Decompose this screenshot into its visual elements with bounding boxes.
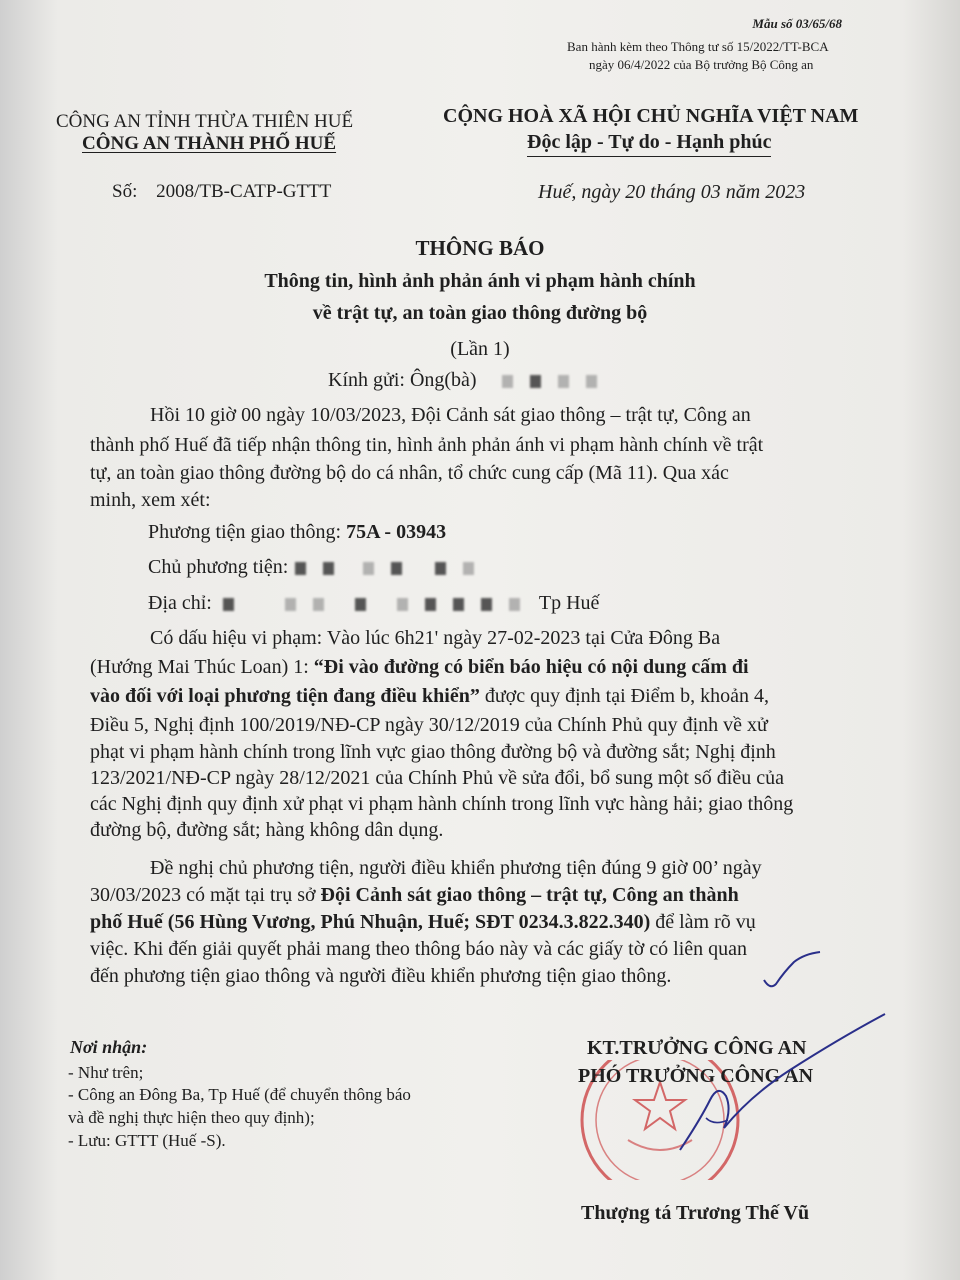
pen-tick-mark xyxy=(760,950,830,995)
vehicle-field xyxy=(148,521,446,544)
redacted-address xyxy=(481,598,492,611)
redacted-owner xyxy=(295,562,306,575)
signatory-role-line2: PHÓ TRƯỞNG CÔNG AN xyxy=(578,1065,814,1087)
address-city: Tp Huế xyxy=(538,592,600,614)
vehicle-label: Phương tiện giao thông: xyxy=(148,521,342,543)
form-issued-line1: Ban hành kèm theo Thông tư số 15/2022/TT-BCA xyxy=(567,39,829,54)
redacted-address xyxy=(397,598,408,611)
redacted-address xyxy=(223,598,234,611)
owner-label: Chủ phương tiện: xyxy=(148,556,289,578)
greeting xyxy=(328,369,603,392)
para2-text: được quy định tại Điểm b, khoản 4, xyxy=(479,685,769,707)
place-date: Huế, ngày 20 tháng 03 năm 2023 xyxy=(538,181,806,203)
para2-line xyxy=(90,656,749,679)
para3-line xyxy=(90,884,739,907)
document-number-label: Số: xyxy=(112,181,138,202)
recipient-item: và đề nghị thực hiện theo quy định); xyxy=(68,1108,315,1127)
redacted-owner xyxy=(463,562,474,575)
redacted-owner xyxy=(323,562,334,575)
para1-line: thành phố Huế đã tiếp nhận thông tin, hình ảnh phản ánh vi phạm hành chính về trật xyxy=(90,434,764,456)
para2-line: 123/2021/NĐ-CP ngày 28/12/2021 của Chính Phủ về sửa đổi, bổ sung một số điều của xyxy=(90,767,784,789)
para2-line: các Nghị định quy định xử phạt vi phạm hành chính trong lĩnh vực hàng hải; giao thông xyxy=(90,793,794,815)
para3-line xyxy=(90,911,756,934)
signatory-role-line1: KT.TRƯỞNG CÔNG AN xyxy=(587,1037,807,1059)
redacted-name xyxy=(502,375,513,388)
redacted-owner xyxy=(391,562,402,575)
recipient-item: - Công an Đông Ba, Tp Huế (để chuyển thông báo xyxy=(68,1085,411,1104)
redacted-name xyxy=(530,375,541,388)
document-title: THÔNG BÁO xyxy=(415,236,545,260)
para2-line: Có dấu hiệu vi phạm: Vào lúc 6h21' ngày 27-02-2023 tại Cửa Đông Ba xyxy=(150,627,721,649)
redacted-address xyxy=(285,598,296,611)
para3-text: để làm rõ vụ xyxy=(650,911,756,933)
para1-line: tự, an toàn giao thông đường bộ do cá nhân, tổ chức cung cấp (Mã 11). Qua xác xyxy=(90,462,729,484)
redacted-name xyxy=(586,375,597,388)
redacted-address xyxy=(453,598,464,611)
recipient-item: - Lưu: GTTT (Huế -S). xyxy=(68,1131,226,1150)
para2-line: đường bộ, đường sắt; hàng không dân dụng. xyxy=(90,819,444,841)
para1-line: minh, xem xét: xyxy=(90,489,211,511)
form-number: Mẫu số 03/65/68 xyxy=(752,16,842,31)
notice-count: (Lần 1) xyxy=(450,338,510,360)
recipient-item: - Như trên; xyxy=(68,1063,144,1082)
document-subtitle-line2: về trật tự, an toàn giao thông đường bộ xyxy=(312,302,648,324)
redacted-owner xyxy=(363,562,374,575)
recipients-label: Nơi nhận: xyxy=(70,1037,148,1057)
signer-name: Thượng tá Trương Thế Vũ xyxy=(581,1202,810,1224)
office-address: phố Huế (56 Hùng Vương, Phú Nhuận, Huế; SĐT 0234.3.822.340) xyxy=(90,911,651,933)
redacted-address xyxy=(509,598,520,611)
redacted-address xyxy=(313,598,324,611)
document-number-value: 2008/TB-CATP-GTTT xyxy=(156,181,332,202)
address-field xyxy=(148,592,599,615)
para2-line: phạt vi phạm hành chính trong lĩnh vực giao thông đường bộ và đường sắt; Nghị định xyxy=(90,741,776,763)
violation-quote: vào đối với loại phương tiện đang điều khiển” xyxy=(90,685,480,707)
greeting-text: Kính gửi: Ông(bà) xyxy=(328,369,477,391)
redacted-address xyxy=(355,598,366,611)
para3-line: Đề nghị chủ phương tiện, người điều khiển phương tiện đúng 9 giờ 00’ ngày xyxy=(150,857,762,879)
redacted-owner xyxy=(435,562,446,575)
org-name xyxy=(82,133,336,155)
para1-line: Hồi 10 giờ 00 ngày 10/03/2023, Đội Cảnh sát giao thông – trật tự, Công an xyxy=(150,404,751,426)
org-parent: CÔNG AN TỈNH THỪA THIÊN HUẾ xyxy=(56,111,354,132)
para2-text: (Hướng Mai Thúc Loan) 1: xyxy=(90,656,314,678)
org-name-text: CÔNG AN THÀNH PHỐ HUẾ xyxy=(82,133,337,154)
national-motto: Độc lập - Tự do - Hạnh phúc xyxy=(527,131,771,157)
office-name: Đội Cảnh sát giao thông – trật tự, Công an thành xyxy=(320,884,739,906)
redacted-address xyxy=(425,598,436,611)
para3-line: đến phương tiện giao thông và người điều khiển phương tiện giao thông. xyxy=(90,965,672,987)
owner-field xyxy=(148,556,480,579)
redacted-name xyxy=(558,375,569,388)
para2-line xyxy=(90,685,769,708)
para3-line: việc. Khi đến giải quyết phải mang theo thông báo này và các giấy tờ có liên quan xyxy=(90,938,748,960)
form-issued-note xyxy=(567,38,897,74)
nation-title: CỘNG HOÀ XÃ HỘI CHỦ NGHĨA VIỆT NAM xyxy=(443,105,859,127)
document-subtitle-line1: Thông tin, hình ảnh phản ánh vi phạm hành chính xyxy=(264,270,696,292)
para3-text: 30/03/2023 có mặt tại trụ sở xyxy=(90,884,321,906)
violation-quote: “Đi vào đường có biển báo hiệu có nội dung cấm đi xyxy=(313,656,749,678)
form-issued-line2: ngày 06/4/2022 của Bộ trưởng Bộ Công an xyxy=(589,57,814,72)
document-number xyxy=(112,181,331,203)
para2-line: Điều 5, Nghị định 100/2019/NĐ-CP ngày 30/12/2019 của Chính Phủ quy định về xử xyxy=(90,714,768,736)
address-label: Địa chỉ: xyxy=(148,592,212,614)
vehicle-plate: 75A - 03943 xyxy=(346,521,447,543)
handwritten-signature xyxy=(640,1000,890,1160)
